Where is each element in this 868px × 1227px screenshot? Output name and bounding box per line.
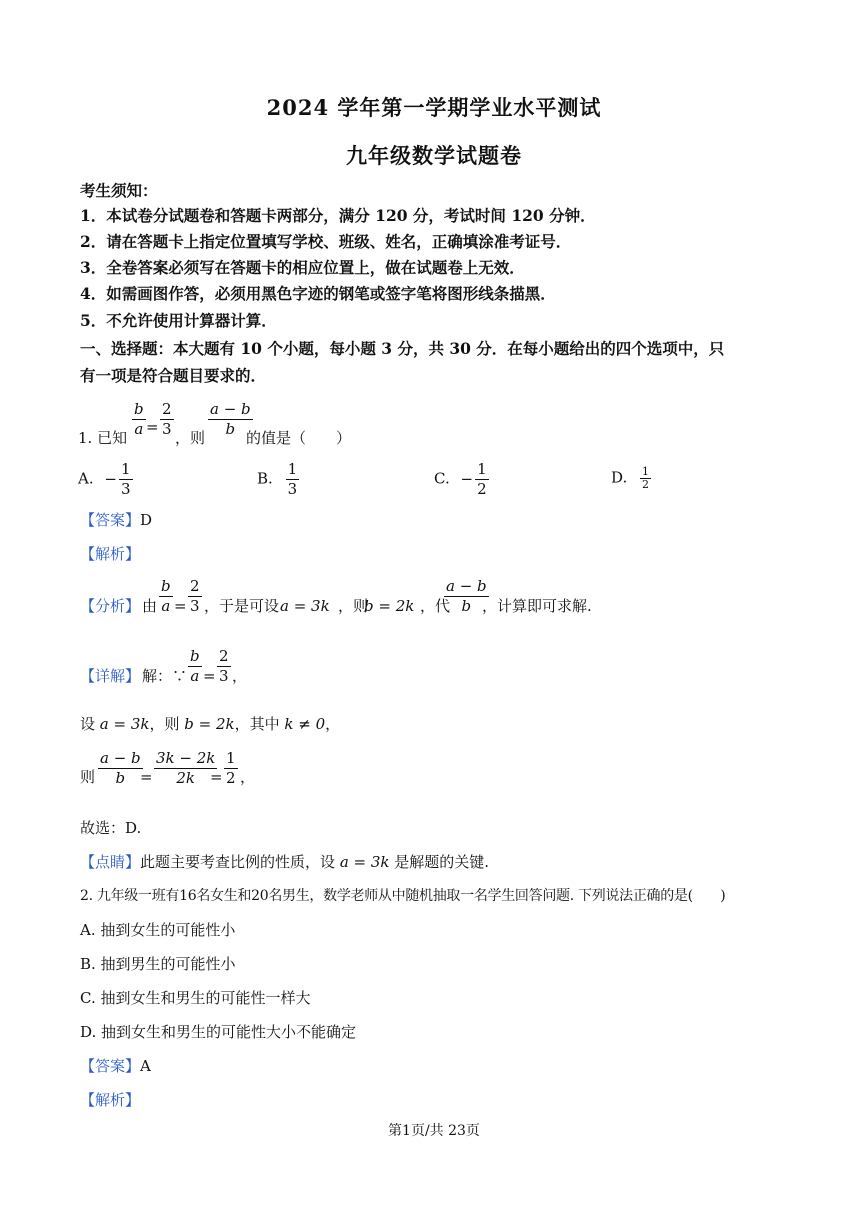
exam-subtitle: 九年级数学试题卷: [346, 143, 522, 168]
notice-item: 5．不允许使用计算器计算．: [80, 311, 277, 330]
comment-line: 【点睛】此题主要考查比例的性质，设 a = 3k 是解题的关键.: [80, 853, 490, 871]
answer-line: 【答案】A: [80, 1057, 151, 1075]
notice-item: 3．全卷答案必须写在答题卡的相应位置上，做在试题卷上无效．: [80, 258, 525, 277]
analysis-tag: 【解析】: [80, 545, 141, 563]
notice-item: 2．请在答题卡上指定位置填写学校、班级、姓名，正确填涂准考证号．: [80, 232, 572, 251]
detail-line: 【详解】 解：∵ $\frac{b}{a}$ = $\frac{2}{3}$ ，: [80, 647, 248, 685]
option-b[interactable]: B. $\frac{1}{3}$: [257, 460, 298, 498]
question-1-stem: 1. 已知 $\frac{b}{a}$ = $\frac{2}{3}$ ，则 $\frac{a - b}{b}$ 的值是（ ）: [78, 400, 352, 447]
asked-fraction: $\frac{a - b}{b}$: [210, 400, 251, 438]
notice-item: 1．本试卷分试题卷和答题卡两部分，满分 120 分，考试时间 120 分钟．: [80, 206, 596, 225]
question-2-stem: 2. 九年级一班有16名女生和20名男生，数学老师从中随机抽取一名学生回答问题. 下列说法正确的是( ): [80, 888, 726, 904]
section-heading: 一、选择题：本大题有 10 个小题，每小题 3 分，共 30 分．在每小题给出的四个选项中，只: [80, 339, 725, 358]
choice-line: 故选：D.: [80, 819, 142, 837]
given-ratio: $\frac{2}{3}$: [162, 400, 172, 438]
option-a[interactable]: A. 抽到女生的可能性小: [80, 921, 236, 939]
option-d[interactable]: D. 抽到女生和男生的可能性大小不能确定: [80, 1023, 357, 1041]
answer-line: 【答案】D: [80, 511, 153, 529]
exam-title: 2024 学年第一学期学业水平测试: [266, 95, 602, 120]
analysis-tag: 【解析】: [80, 1091, 141, 1109]
notice-heading: 考生须知：: [80, 181, 158, 200]
option-c[interactable]: C. − $\frac{1}{2}$: [434, 460, 487, 498]
section-heading-cont: 有一项是符合题目要求的．: [80, 366, 267, 385]
notice-item: 4．如需画图作答，必须用黑色字迹的钢笔或签字笔将图形线条描黑．: [80, 284, 556, 303]
option-d[interactable]: D. $\frac{1}{2}$: [611, 465, 650, 491]
option-b[interactable]: B. 抽到男生的可能性小: [80, 955, 236, 973]
analysis-line: 【分析】 由 $\frac{b}{a}$ = $\frac{2}{3}$ ，于是可设 a = 3k ，则 b = 2k ，代 $\frac{a - b}{b}$ ，计算即可求解.: [80, 577, 592, 615]
option-c[interactable]: C. 抽到女生和男生的可能性一样大: [80, 989, 311, 1007]
page-number: 第1页/共 23页: [388, 1123, 480, 1139]
detail-set-line: 设 a = 3k，则 b = 2k，其中 k ≠ 0，: [80, 715, 341, 733]
option-a[interactable]: A. − $\frac{1}{3}$: [78, 460, 131, 498]
given-fraction: $\frac{b}{a}$: [134, 400, 144, 438]
detail-then-line: 则 $\frac{a - b}{b}$ = $\frac{3k - 2k}{2k}$ = $\frac{1}{2}$ ，: [80, 749, 256, 787]
